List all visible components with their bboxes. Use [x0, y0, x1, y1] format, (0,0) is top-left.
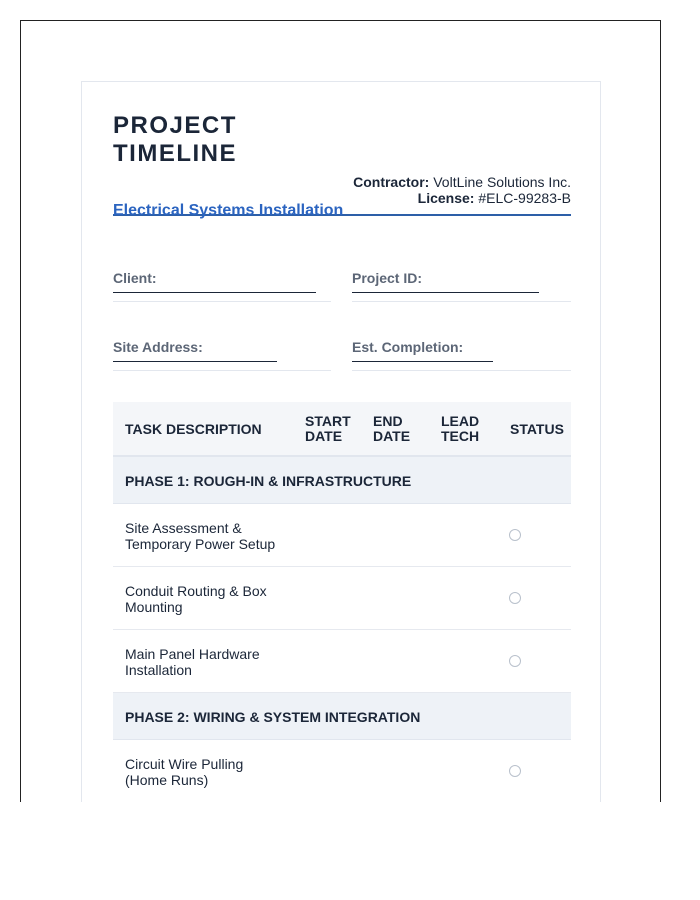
timeline-table	[113, 402, 571, 802]
task-line: Conduit Routing & Box	[125, 583, 267, 599]
task-description	[125, 756, 295, 788]
page-title: PROJECT TIMELINE	[113, 112, 237, 167]
status-radio[interactable]	[509, 529, 521, 541]
header-lead-line1: LEAD	[441, 413, 480, 429]
phase-2-label: PHASE 2: WIRING & SYSTEM INTEGRATION	[125, 709, 421, 725]
phase-row	[113, 693, 571, 740]
table-row	[113, 630, 571, 693]
table-header	[113, 402, 571, 457]
task-line: Site Assessment &	[125, 520, 242, 536]
task-line: Main Panel Hardware	[125, 646, 260, 662]
task-line: (Home Runs)	[125, 772, 209, 788]
task-description	[125, 520, 295, 552]
header-start-line1: START	[305, 413, 351, 429]
task-description	[125, 583, 295, 615]
header-start-line2: DATE	[305, 428, 343, 444]
site-address-input-line	[113, 361, 277, 362]
table-row	[113, 567, 571, 630]
project-id-input-line	[352, 292, 539, 293]
document-page	[81, 81, 601, 802]
status-radio[interactable]	[509, 655, 521, 667]
field-divider	[113, 370, 331, 371]
header-end-date	[373, 414, 410, 444]
project-id-field[interactable]	[352, 262, 571, 322]
est-completion-input-line	[352, 361, 493, 362]
task-line: Temporary Power Setup	[125, 536, 276, 552]
task-line: Mounting	[125, 599, 183, 615]
contractor-line	[351, 174, 571, 190]
field-divider	[113, 301, 331, 302]
status-radio[interactable]	[509, 765, 521, 777]
phase-row	[113, 457, 571, 504]
field-divider	[352, 370, 571, 371]
header-lead-tech	[441, 414, 479, 444]
est-completion-field[interactable]	[352, 331, 571, 391]
table-row	[113, 740, 571, 802]
header-start-date	[305, 414, 351, 444]
task-line: Circuit Wire Pulling	[125, 756, 244, 772]
contractor-info	[351, 174, 571, 206]
phase-1-label: PHASE 1: ROUGH-IN & INFRASTRUCTURE	[125, 473, 412, 489]
header-task-description: TASK DESCRIPTION	[125, 421, 262, 437]
task-description	[125, 646, 295, 678]
table-row	[113, 504, 571, 567]
site-address-label: Site Address:	[113, 339, 203, 355]
header-end-line1: END	[373, 413, 403, 429]
contractor-value: VoltLine Solutions Inc.	[433, 174, 571, 190]
header-status: STATUS	[510, 421, 564, 437]
status-radio[interactable]	[509, 592, 521, 604]
header-end-line2: DATE	[373, 428, 411, 444]
header-lead-line2: TECH	[441, 428, 480, 444]
client-field[interactable]	[113, 262, 331, 322]
license-label: License:	[417, 190, 475, 206]
contractor-label: Contractor:	[353, 174, 430, 190]
license-line	[351, 190, 571, 206]
document-header	[113, 112, 571, 219]
license-value: #ELC-99283-B	[478, 190, 571, 206]
est-completion-label: Est. Completion:	[352, 339, 464, 355]
document-viewer	[20, 20, 661, 802]
task-line: Installation	[125, 662, 192, 678]
client-label: Client:	[113, 270, 157, 286]
field-divider	[352, 301, 571, 302]
client-input-line	[113, 292, 316, 293]
page-subtitle: Electrical Systems Installation	[113, 202, 344, 219]
site-address-field[interactable]	[113, 331, 331, 391]
project-id-label: Project ID:	[352, 270, 423, 286]
